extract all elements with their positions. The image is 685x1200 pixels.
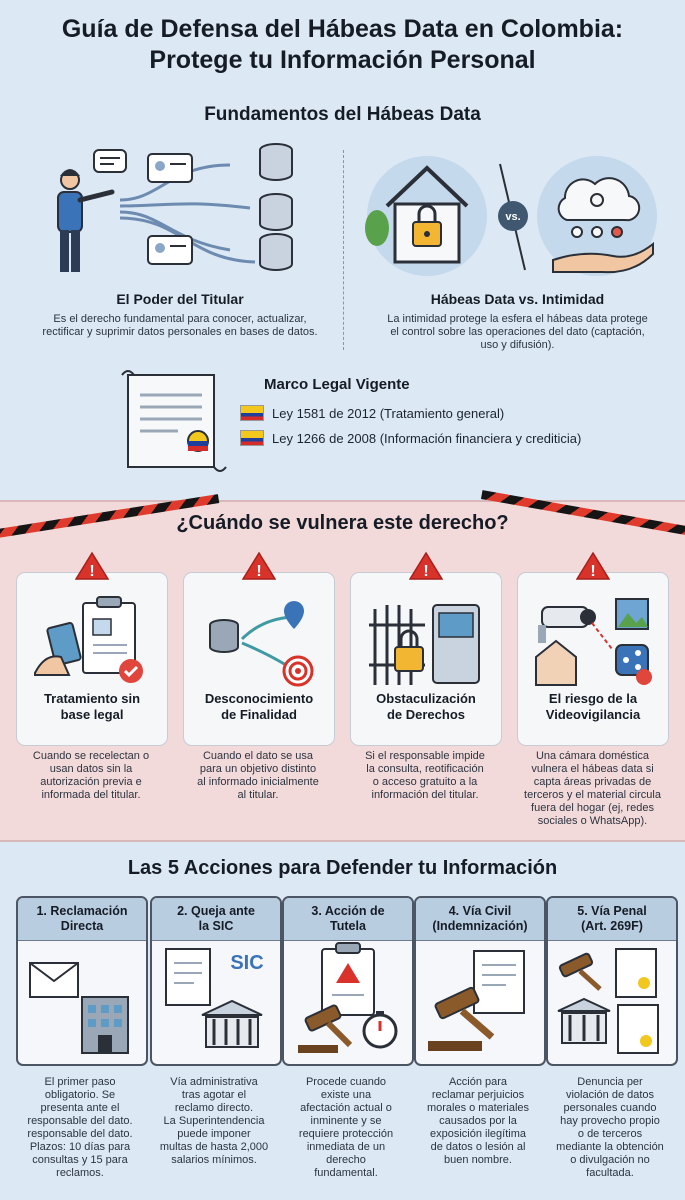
colombia-flag-icon <box>240 430 264 446</box>
action-card-title: 5. Vía Penal (Art. 269F) <box>548 898 676 941</box>
svg-text:!: ! <box>590 563 596 580</box>
violation-card-no-legal-basis <box>16 563 168 746</box>
title-line-2: Protege tu Información Personal <box>149 46 536 74</box>
svg-text:!: ! <box>423 563 429 580</box>
svg-text:!: ! <box>89 563 95 580</box>
action-card-tutela <box>282 896 414 1066</box>
document-seal-icon <box>118 365 238 477</box>
violation-description: Una cámara doméstica vulnera el hábeas data si capta áreas privadas de terceros y el material circula fuera del hogar (ej, redes sociales o WhatsApp). <box>524 750 661 827</box>
action-card-title: 1. Reclamación Directa <box>18 898 146 941</box>
gavel-icon <box>559 953 600 989</box>
profile-card-icon-2 <box>148 236 192 264</box>
database-icon <box>260 144 292 270</box>
law-1581: Ley 1581 de 2012 (Tratamiento general) <box>240 405 504 421</box>
violation-description: Si el responsable impide la consulta, reotificación o acceso gratuito a la información del titular. <box>365 750 485 801</box>
fundamentals-heading: Fundamentos del Hábeas Data <box>204 104 481 125</box>
envelope-icon <box>30 963 78 997</box>
sic-label: SIC <box>230 952 264 974</box>
person-pointing-icon <box>58 169 112 272</box>
privacy-vs-habeas-illustration <box>365 148 665 282</box>
owner-power-description: Es el derecho fundamental para conocer, actualizar, rectificar y suprimir datos personales en bases de datos. <box>42 313 318 338</box>
title-line-1: Guía de Defensa del Hábeas Data en Colombia: <box>61 15 624 43</box>
action-card-title: 3. Acción de Tutela <box>284 898 412 941</box>
action-card-title: 2. Queja ante la SIC <box>152 898 280 941</box>
owner-power-title: El Poder del Titular <box>116 291 244 307</box>
actions-heading: Las 5 Acciones para Defender tu Información <box>127 857 558 879</box>
action-card-direct-claim <box>16 896 148 1066</box>
gate-padlock-icon <box>365 595 487 687</box>
violation-card-title: Tratamiento sin base legal <box>43 691 141 722</box>
violation-card-title: Obstaculización de Derechos <box>376 691 476 722</box>
warning-icon <box>409 551 443 581</box>
warning-icon <box>576 551 610 581</box>
profile-card-icon <box>148 154 192 182</box>
svg-text:!: ! <box>256 563 262 580</box>
action-description: El primer paso obligatorio. Se presenta ante el responsable del dato. responsable del dato. Plazos: 10 días para consultas y 15 para reclamos. <box>27 1076 133 1179</box>
database-target-icon <box>198 595 320 687</box>
violation-card-purpose <box>183 563 335 746</box>
privacy-title: Hábeas Data vs. Intimidad <box>430 291 605 307</box>
sic-document-icon <box>152 941 280 1061</box>
action-description: Vía administrativa tras agotar el reclamo directo. La Superintendencia puede imponer multas de hasta 2,000 salarios mínimos. <box>159 1076 269 1166</box>
privacy-description: La intimidad protege la esfera el hábeas data protege el control sobre las operaciones del dato (captación, uso y difusión). <box>387 313 648 351</box>
data-owner-illustration <box>40 140 310 280</box>
violation-card-obstruction <box>350 563 502 746</box>
action-card-criminal <box>546 896 678 1066</box>
stopwatch-icon <box>364 1011 396 1047</box>
vs-label: vs. <box>505 211 521 223</box>
camera-icon <box>532 595 654 687</box>
action-description: Procede cuando existe una afectación actual o inminente y se requiere protección inmediata de un derecho fundamental. <box>298 1076 394 1179</box>
speech-bubble-icon <box>94 150 126 172</box>
law-1266: Ley 1266 de 2008 (Información financiera y crediticia) <box>240 430 581 446</box>
violation-description: Cuando se recelectan o usan datos sin la autorización previa e informada del titular. <box>32 750 150 801</box>
violation-description: Cuando el dato se usa para un objetivo distinto al informado inicialmente al titular. <box>197 750 319 801</box>
credit-card-document-icon <box>31 595 153 687</box>
legal-title: Marco Legal Vigente <box>264 376 410 393</box>
gavel-document-icon <box>416 941 544 1061</box>
action-card-civil <box>414 896 546 1066</box>
colombia-flag-icon <box>240 405 264 421</box>
action-card-title: 4. Vía Civil (Indemnización) <box>416 898 544 941</box>
section-divider <box>343 150 344 350</box>
violation-card-title: El riesgo de la Videovigilancia <box>545 691 641 722</box>
action-description: Acción para reclamar perjuicios morales o materiales causados por la exposición ilegítima de datos o lesión al buen nombre. <box>426 1076 530 1166</box>
violation-card-surveillance <box>517 563 669 746</box>
warning-icon <box>75 551 109 581</box>
page-title <box>0 14 685 76</box>
warning-icon <box>242 551 276 581</box>
violation-card-title: Desconocimiento de Finalidad <box>204 691 314 722</box>
building-icon <box>82 997 128 1053</box>
gavel-court-icon <box>548 941 676 1061</box>
gavel-stopwatch-icon <box>284 941 412 1061</box>
action-description: Denuncia per violación de datos personales cuando hay provecho propio o de terceros mediante la obtención o divulgación no facultada. <box>556 1076 664 1179</box>
violations-heading: ¿Cuándo se vulnera este derecho? <box>176 512 509 534</box>
envelope-building-icon <box>18 941 146 1061</box>
action-card-sic-complaint <box>150 896 282 1066</box>
